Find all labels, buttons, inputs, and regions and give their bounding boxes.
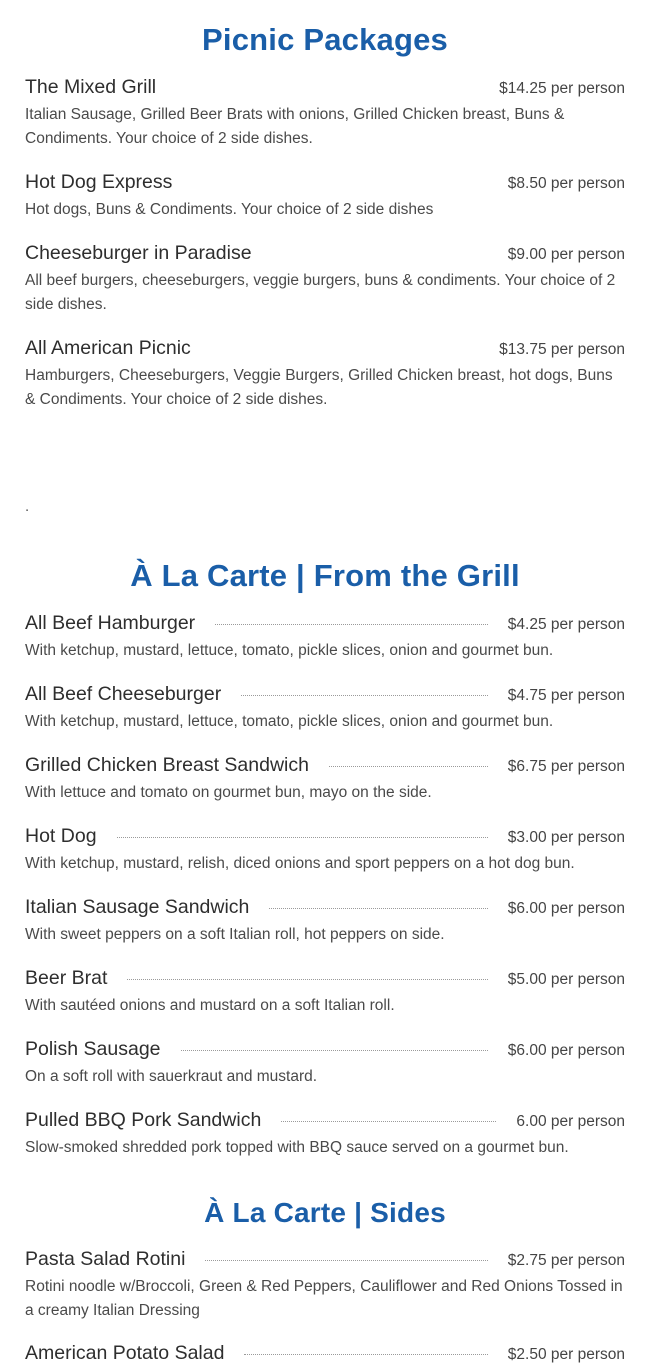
- menu-item-grilled-chicken-breast-sandwich: [25, 754, 625, 805]
- dotted-leader: [269, 908, 487, 909]
- item-name: Hot Dog: [25, 825, 97, 847]
- menu-item-mixed-grill: [25, 76, 625, 151]
- item-name: Italian Sausage Sandwich: [25, 896, 250, 918]
- item-name: American Potato Salad: [25, 1342, 225, 1364]
- item-price: $6.00 per person: [507, 1042, 625, 1059]
- item-price: $8.50 per person: [507, 175, 625, 192]
- item-price: $6.00 per person: [507, 900, 625, 917]
- menu-item-all-beef-hamburger: [25, 612, 625, 663]
- item-name: All American Picnic: [25, 337, 191, 359]
- item-name: All Beef Cheeseburger: [25, 683, 222, 705]
- item-price: $13.75 per person: [499, 341, 625, 358]
- item-name: All Beef Hamburger: [25, 612, 196, 634]
- item-name: Beer Brat: [25, 967, 108, 989]
- menu-item-polish-sausage: [25, 1038, 625, 1089]
- item-price: $5.00 per person: [507, 971, 625, 988]
- menu-item-american-potato-salad: [25, 1342, 625, 1369]
- dotted-leader: [241, 695, 488, 696]
- dotted-leader: [281, 1121, 496, 1122]
- item-price: $2.75 per person: [507, 1252, 625, 1269]
- item-name: Pulled BBQ Pork Sandwich: [25, 1109, 262, 1131]
- item-description: On a soft roll with sauerkraut and mustard.: [25, 1068, 318, 1085]
- item-description: Rotini noodle w/Broccoli, Green & Red Peppers, Cauliflower and Red Onions Tossed in a creamy Italian Dressing: [25, 1278, 623, 1319]
- sides-heading: À La Carte | Sides: [204, 1197, 446, 1228]
- item-description: With ketchup, mustard, lettuce, tomato, pickle slices, onion and gourmet bun.: [25, 642, 554, 659]
- item-price: $4.25 per person: [507, 616, 625, 633]
- item-name: The Mixed Grill: [25, 76, 157, 98]
- item-price: $3.00 per person: [507, 829, 625, 846]
- item-name: Pasta Salad Rotini: [25, 1248, 186, 1270]
- dotted-leader: [329, 766, 488, 767]
- dotted-leader: [244, 1354, 487, 1355]
- item-description: With lettuce and tomato on gourmet bun, mayo on the side.: [25, 784, 432, 801]
- menu-item-beer-brat: [25, 967, 625, 1018]
- item-description: Hot dogs, Buns & Condiments. Your choice of 2 side dishes: [25, 201, 434, 218]
- item-description: Italian Sausage, Grilled Beer Brats with onions, Grilled Chicken breast, Buns & Condiments. Your choice of 2 side dishes.: [25, 106, 565, 147]
- menu-item-hot-dog: [25, 825, 625, 876]
- menu-item-hot-dog-express: [25, 171, 625, 222]
- item-description: All beef burgers, cheeseburgers, veggie burgers, buns & condiments. Your choice of 2 side dishes.: [25, 272, 616, 313]
- dotted-leader: [215, 624, 488, 625]
- item-description: With sautéed onions and mustard on a soft Italian roll.: [25, 997, 395, 1014]
- dotted-leader: [127, 979, 487, 980]
- dotted-leader: [181, 1050, 488, 1051]
- item-description: Hamburgers, Cheeseburgers, Veggie Burgers, Grilled Chicken breast, hot dogs, Buns & Condiments. Your choice of 2 side dishes.: [25, 367, 613, 408]
- item-price: $9.00 per person: [507, 246, 625, 263]
- dotted-leader: [117, 837, 488, 838]
- item-name: Polish Sausage: [25, 1038, 161, 1060]
- item-name: Hot Dog Express: [25, 171, 173, 193]
- item-price: $4.75 per person: [507, 687, 625, 704]
- menu-item-all-beef-cheeseburger: [25, 683, 625, 734]
- item-name: Cheeseburger in Paradise: [25, 242, 252, 264]
- picnic-packages-heading: Picnic Packages: [202, 22, 448, 57]
- item-description: With ketchup, mustard, lettuce, tomato, pickle slices, onion and gourmet bun.: [25, 713, 554, 730]
- menu-item-cheeseburger-in-paradise: [25, 242, 625, 317]
- item-description: Slow-smoked shredded pork topped with BBQ sauce served on a gourmet bun.: [25, 1139, 569, 1156]
- item-price: $2.50 per person: [507, 1346, 625, 1363]
- item-name: Grilled Chicken Breast Sandwich: [25, 754, 309, 776]
- menu-item-italian-sausage-sandwich: [25, 896, 625, 947]
- item-description: With ketchup, mustard, relish, diced onions and sport peppers on a hot dog bun.: [25, 855, 575, 872]
- item-price: $6.75 per person: [507, 758, 625, 775]
- menu-item-all-american-picnic: [25, 337, 625, 412]
- menu-item-pulled-bbq-pork-sandwich: [25, 1109, 625, 1160]
- item-price: 6.00 per person: [516, 1113, 625, 1130]
- item-description: With sweet peppers on a soft Italian roll, hot peppers on side.: [25, 926, 445, 943]
- dotted-leader: [205, 1260, 487, 1261]
- separator-dot: .: [25, 498, 30, 515]
- item-price: $14.25 per person: [499, 80, 625, 97]
- menu-item-pasta-salad-rotini: [25, 1248, 625, 1323]
- from-the-grill-heading: À La Carte | From the Grill: [130, 558, 520, 593]
